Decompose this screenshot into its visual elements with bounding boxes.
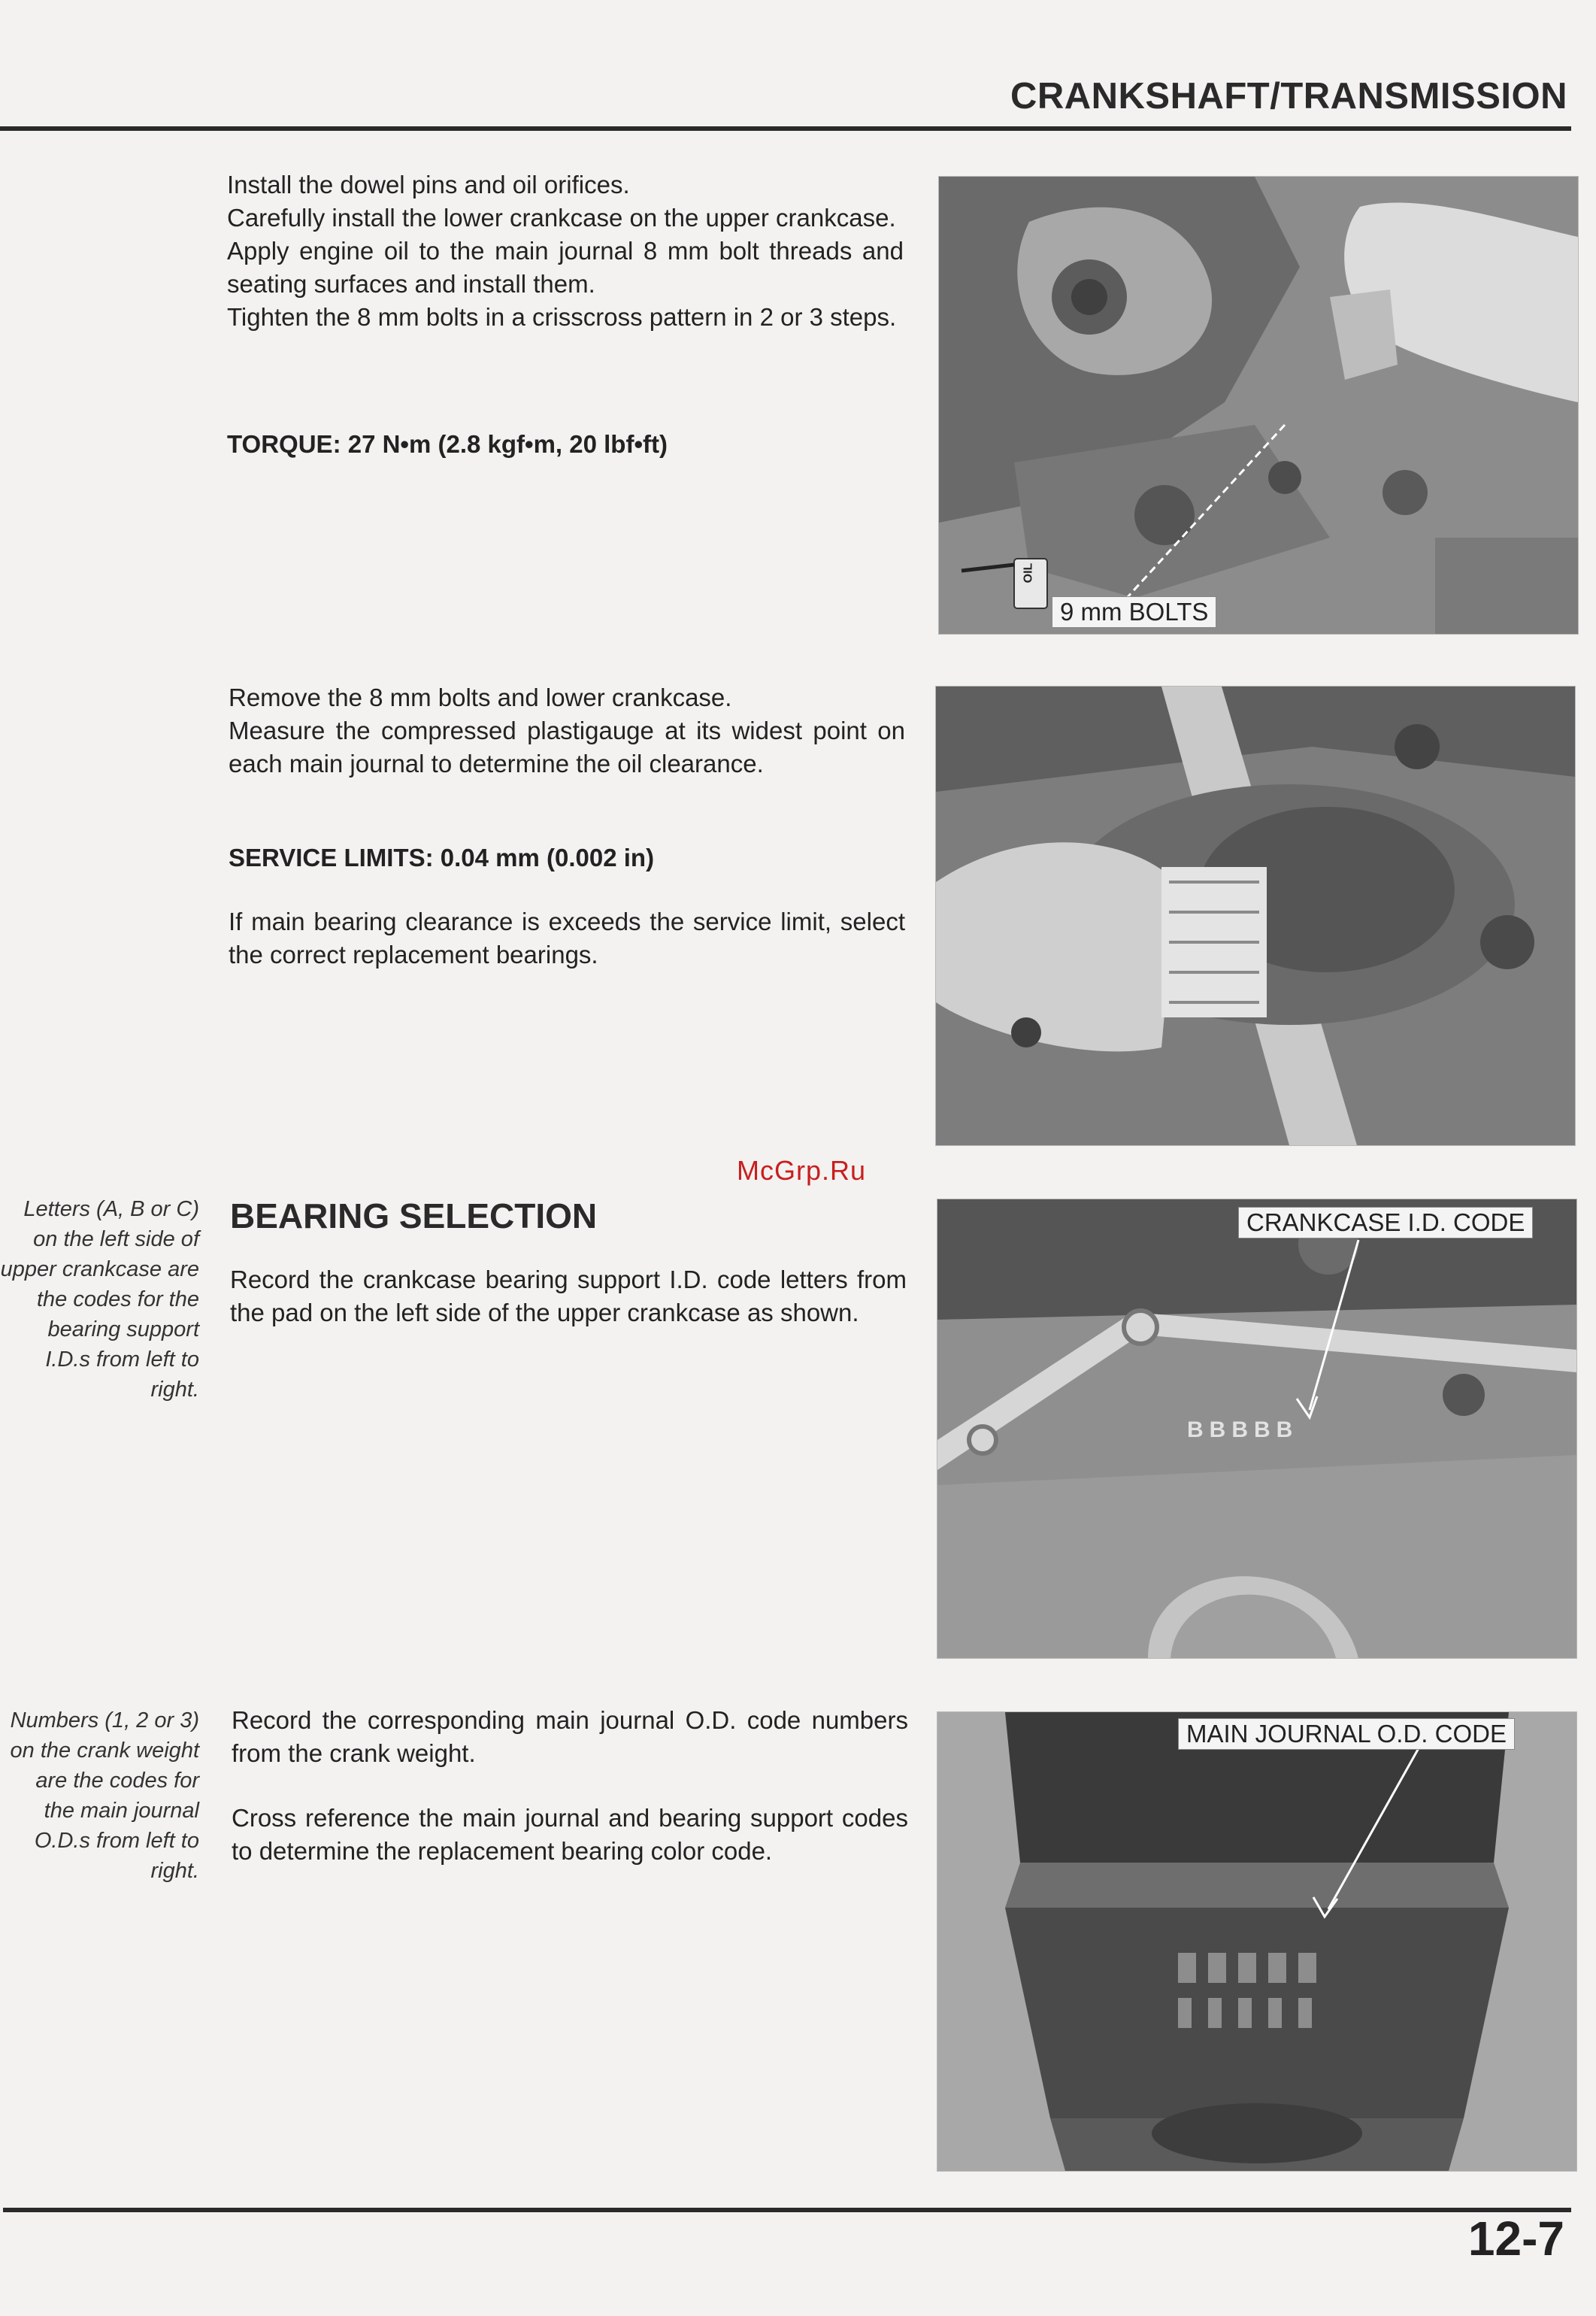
margin-note-journal-od: Numbers (1, 2 or 3) on the crank weight are the codes for the main journal O.D.s from left to right. (10, 1708, 199, 1883)
section4-paragraph-2: Cross reference the main journal and bearing support codes to determine the replacement bearing color code. (232, 1804, 908, 1865)
section2-paragraph-3: If main bearing clearance is exceeds the service limit, select the correct replacement bearings. (229, 908, 905, 969)
section-heading-bearing-selection: BEARING SELECTION (230, 1196, 598, 1235)
callout-pointer-line-3 (937, 1199, 1576, 1658)
page-header-title: CRANKSHAFT/TRANSMISSION (1010, 76, 1567, 117)
watermark-text: McGrp.Ru (737, 1155, 867, 1186)
photo-callout-main-journal-od-code: MAIN JOURNAL O.D. CODE (1178, 1718, 1515, 1750)
section3-paragraph: Record the crankcase bearing support I.D. code letters from the pad on the left side of the upper crankcase as shown. (230, 1266, 907, 1326)
margin-note-bearing-support: Letters (A, B or C) on the left side of upper crankcase are the codes for the bearing support I.D.s from left to right. (0, 1197, 199, 1402)
header-rule (0, 126, 1571, 131)
section2-paragraph-1: Remove the 8 mm bolts and lower crankcase. (229, 684, 732, 711)
crankcase-stamp-letters: BBBBB (1187, 1417, 1299, 1442)
page-number: 12-7 (1467, 2211, 1564, 2266)
photo-callout-9mm-bolts: 9 mm BOLTS (1052, 596, 1216, 628)
section4-paragraph-1: Record the corresponding main journal O.D. code numbers from the crank weight. (232, 1706, 908, 1767)
photo-main-journal-od-code (937, 1711, 1577, 2172)
section2-text (229, 681, 905, 781)
section1-paragraph-4: Tighten the 8 mm bolts in a crisscross pattern in 2 or 3 steps. (227, 303, 897, 331)
photo-illustration-4 (937, 1712, 1576, 2171)
torque-spec: TORQUE: 27 N•m (2.8 kgf•m, 20 lbf•ft) (227, 430, 668, 458)
photo-callout-crankcase-id-code: CRANKCASE I.D. CODE (1238, 1207, 1533, 1238)
oil-can-label: OIL (1022, 562, 1035, 584)
section1-text (227, 168, 904, 334)
section1-paragraph-2: Carefully install the lower crankcase on the upper crankcase. (227, 204, 896, 232)
section1-paragraph-1: Install the dowel pins and oil orifices. (227, 171, 630, 199)
photo-plastigauge-measure (935, 686, 1576, 1146)
footer-rule (3, 2208, 1571, 2212)
section1-paragraph-3: Apply engine oil to the main journal 8 mm bolt threads and seating surfaces and install them. (227, 237, 904, 298)
photo-crankcase-id-code (937, 1199, 1577, 1659)
photo-lower-crankcase-install (938, 176, 1579, 635)
service-limits-spec: SERVICE LIMITS: 0.04 mm (0.002 in) (229, 844, 655, 872)
section2-paragraph-2: Measure the compressed plastigauge at its widest point on each main journal to determine the oil clearance. (229, 717, 905, 778)
photo-illustration-2 (936, 687, 1575, 1145)
